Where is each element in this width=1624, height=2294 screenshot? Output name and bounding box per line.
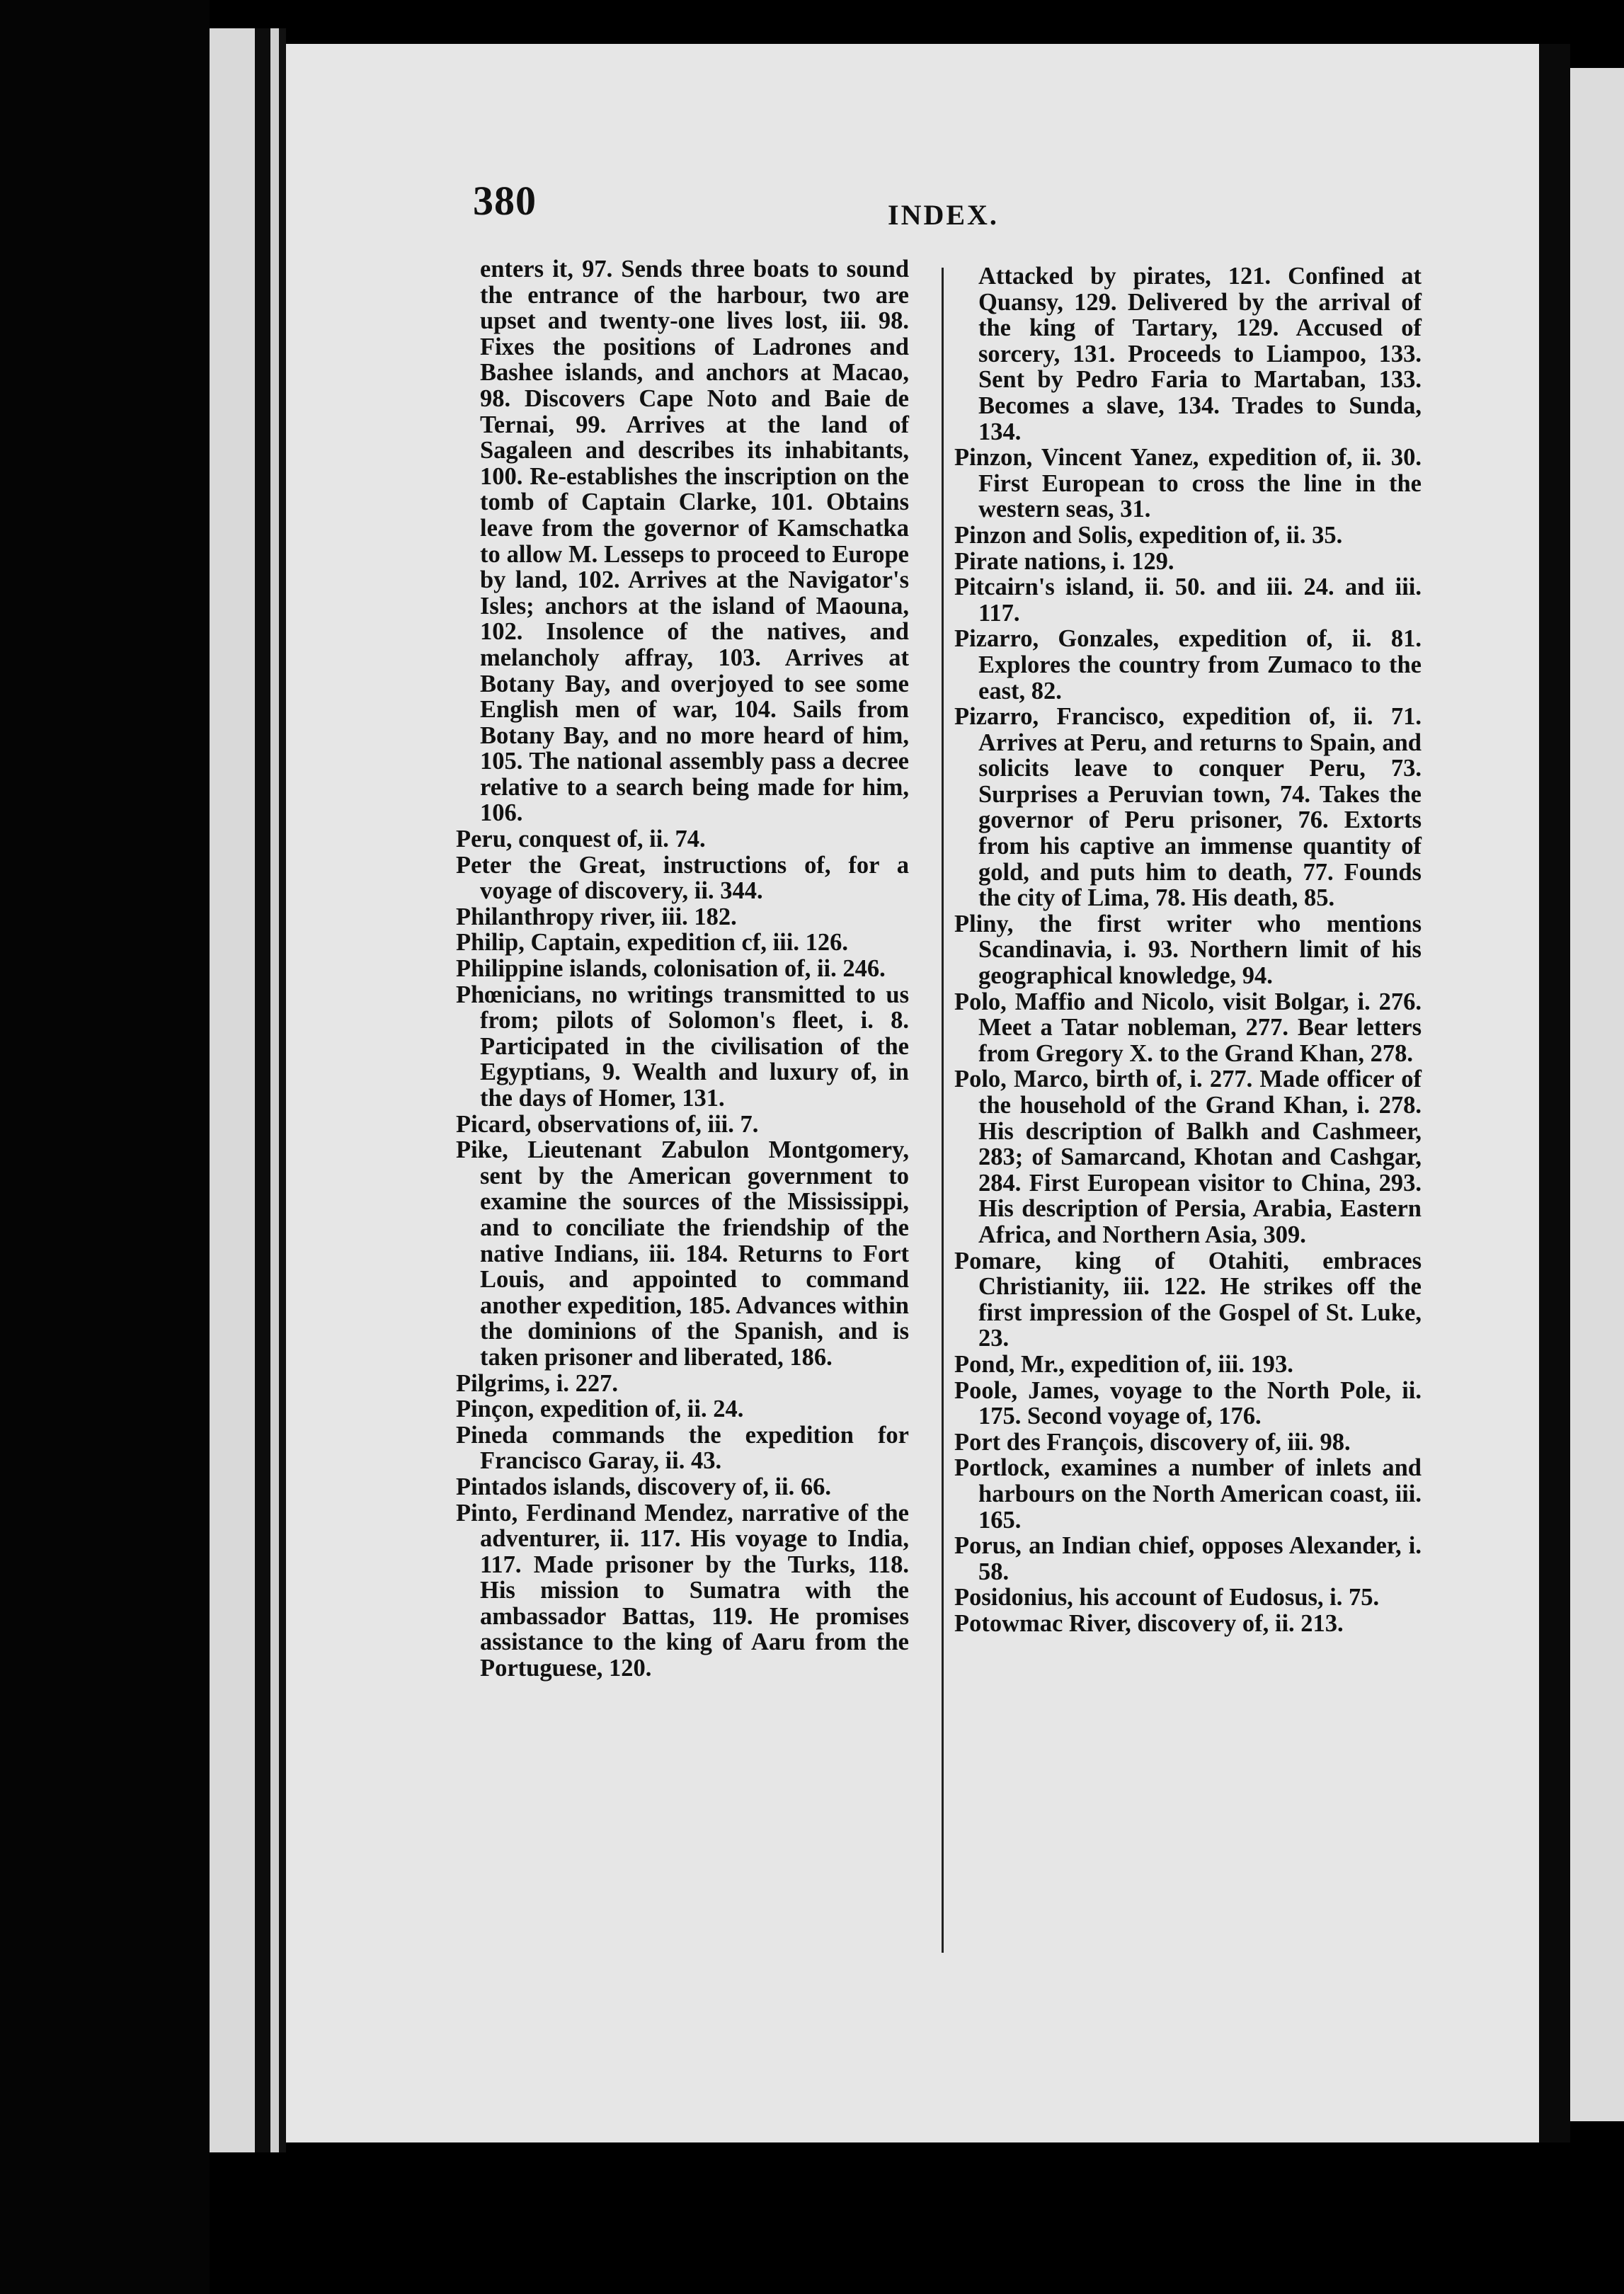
next-page-edge	[1570, 68, 1624, 2121]
index-entry: Pond, Mr., expedition of, iii. 193.	[954, 1350, 1293, 1378]
page-edge-shadow	[1539, 44, 1570, 2142]
spine-edge	[279, 28, 286, 2152]
index-entry: Pirate nations, i. 129.	[954, 547, 1174, 575]
index-entry: Polo, Maffio and Nicolo, visit Bolgar, i. 276. Meet a Tatar nobleman, 277. Bear letters from Gregory X. to the Grand Khan, 278.	[954, 988, 1422, 1067]
index-entry: Philip, Captain, expedition cf, iii. 126.	[456, 929, 848, 957]
index-entry: Pizarro, Gonzales, expedition of, ii. 81. Explores the country from Zumaco to the east, 82.	[954, 625, 1422, 704]
index-entry: Phœnicians, no writings transmitted to us from; pilots of Solomon's fleet, i. 8. Participated in the civilisation of the Egyptians, 9. Wealth and luxury of, in the days of Homer, 131.	[456, 981, 909, 1112]
index-entry: Picard, observations of, iii. 7.	[456, 1110, 759, 1138]
index-entry: Peter the Great, instructions of, for a voyage of discovery, ii. 344.	[456, 851, 909, 905]
column-divider	[942, 268, 944, 1953]
index-entry: Philanthropy river, iii. 182.	[456, 903, 737, 930]
index-entry: Pinzon, Vincent Yanez, expedition of, ii. 30. First European to cross the line in the western seas, 31.	[954, 444, 1422, 523]
index-entry: Philippine islands, colonisation of, ii. 246.	[456, 955, 886, 983]
index-entry: Pineda commands the expedition for Francisco Garay, ii. 43.	[456, 1421, 909, 1475]
index-entry: Pinto, Ferdinand Mendez, narrative of the adventurer, ii. 117. His voyage to India, 117. Made prisoner by the Turks, 118. His mission to Sumatra with the ambassador Battas, 119. He promises assistance to the king of Aaru from the Portuguese, 120.	[456, 1499, 909, 1682]
index-entry: Pomare, king of Otahiti, embraces Christianity, iii. 122. He strikes off the first impression of the Gospel of St. Luke, 23.	[954, 1247, 1422, 1352]
index-entry: Pitcairn's island, ii. 50. and iii. 24. and iii. 117.	[954, 574, 1422, 627]
book-binding	[0, 0, 210, 2294]
spine-gap	[270, 28, 279, 2152]
index-entry: Portlock, examines a number of inlets and harbours on the North American coast, iii. 165.	[954, 1454, 1422, 1534]
page-number: 380	[473, 178, 537, 224]
index-entry: Polo, Marco, birth of, i. 277. Made officer of the household of the Grand Khan, i. 278. His description of Balkh and Cashmeer, 283; of Samarcand, Khotan and Cashgar, 284. First European visitor to China, 293. His description of Persia, Arabia, Eastern Africa, and Northern Asia, 309.	[954, 1066, 1422, 1248]
index-entry: Pizarro, Francisco, expedition of, ii. 71. Arrives at Peru, and returns to Spain, and solicits leave to conquer Peru, 73. Surprises a Peruvian town, 74. Takes the governor of Peru prisoner, 76. Extorts from his captive an immense quantity of gold, and puts him to death, 77. Founds the city of Lima, 78. His death, 85.	[954, 703, 1422, 912]
index-entry: Port des François, discovery of, iii. 98.	[954, 1428, 1351, 1456]
spine-shadow	[255, 28, 270, 2152]
index-entry: Pinzon and Solis, expedition of, ii. 35.	[954, 521, 1343, 549]
page-title: INDEX.	[888, 199, 999, 231]
index-entry: Posidonius, his account of Eudosus, i. 75.	[954, 1584, 1380, 1611]
index-entry: Attacked by pirates, 121. Confined at Quansy, 129. Delivered by the arrival of the king of Tartary, 129. Accused of sorcery, 131. Proceeds to Liampoo, 133. Sent by Pedro Faria to Martaban, 133. Becomes a slave, 134. Trades to Sunda, 134.	[978, 263, 1422, 445]
index-entry: Peru, conquest of, ii. 74.	[456, 826, 706, 853]
index-entry: Poole, James, voyage to the North Pole, ii. 175. Second voyage of, 176.	[954, 1376, 1422, 1430]
index-entry: Pike, Lieutenant Zabulon Montgomery, sent by the American government to examine the sources of the Mississippi, and to conciliate the friendship of the native Indians, iii. 184. Returns to Fort Louis, and appointed to command another expedition, 185. Advances within the dominions of the Spanish, and is taken prisoner and liberated, 186.	[456, 1136, 909, 1371]
index-entry: Pilgrims, i. 227.	[456, 1369, 619, 1397]
index-entry: Porus, an Indian chief, opposes Alexander, i. 58.	[954, 1532, 1422, 1585]
index-entry: Pinçon, expedition of, ii. 24.	[456, 1396, 744, 1423]
index-column-right	[954, 263, 1422, 1636]
index-entry: enters it, 97. Sends three boats to sound the entrance of the harbour, two are upset and twenty-one lives lost, iii. 98. Fixes the positions of Ladrones and Bashee islands, and anchors at Macao, 98. Discovers Cape Noto and Baie de Ternai, 99. Arrives at the land of Sagaleen and describes its inhabitants, 100. Re-establishes the inscription on the tomb of Captain Clarke, 101. Obtains leave from the governor of Kamschatka to allow M. Lesseps to proceed to Europe by land, 102. Arrives at the Navigator's Isles; anchors at the island of Maouna, 102. Insolence of the natives, and melancholy affray, 103. Arrives at Botany Bay, and overjoyed to see some English men of war, 104. Sails from Botany Bay, and no more heard of him, 105. The national assembly pass a decree relative to a search being made for him, 106.	[480, 256, 909, 827]
index-entry: Potowmac River, discovery of, ii. 213.	[954, 1609, 1344, 1637]
index-column-left	[456, 256, 909, 1682]
index-entry: Pliny, the first writer who mentions Scandinavia, i. 93. Northern limit of his geographical knowledge, 94.	[954, 910, 1422, 990]
left-page-edge	[210, 28, 255, 2152]
index-entry: Pintados islands, discovery of, ii. 66.	[456, 1473, 832, 1500]
